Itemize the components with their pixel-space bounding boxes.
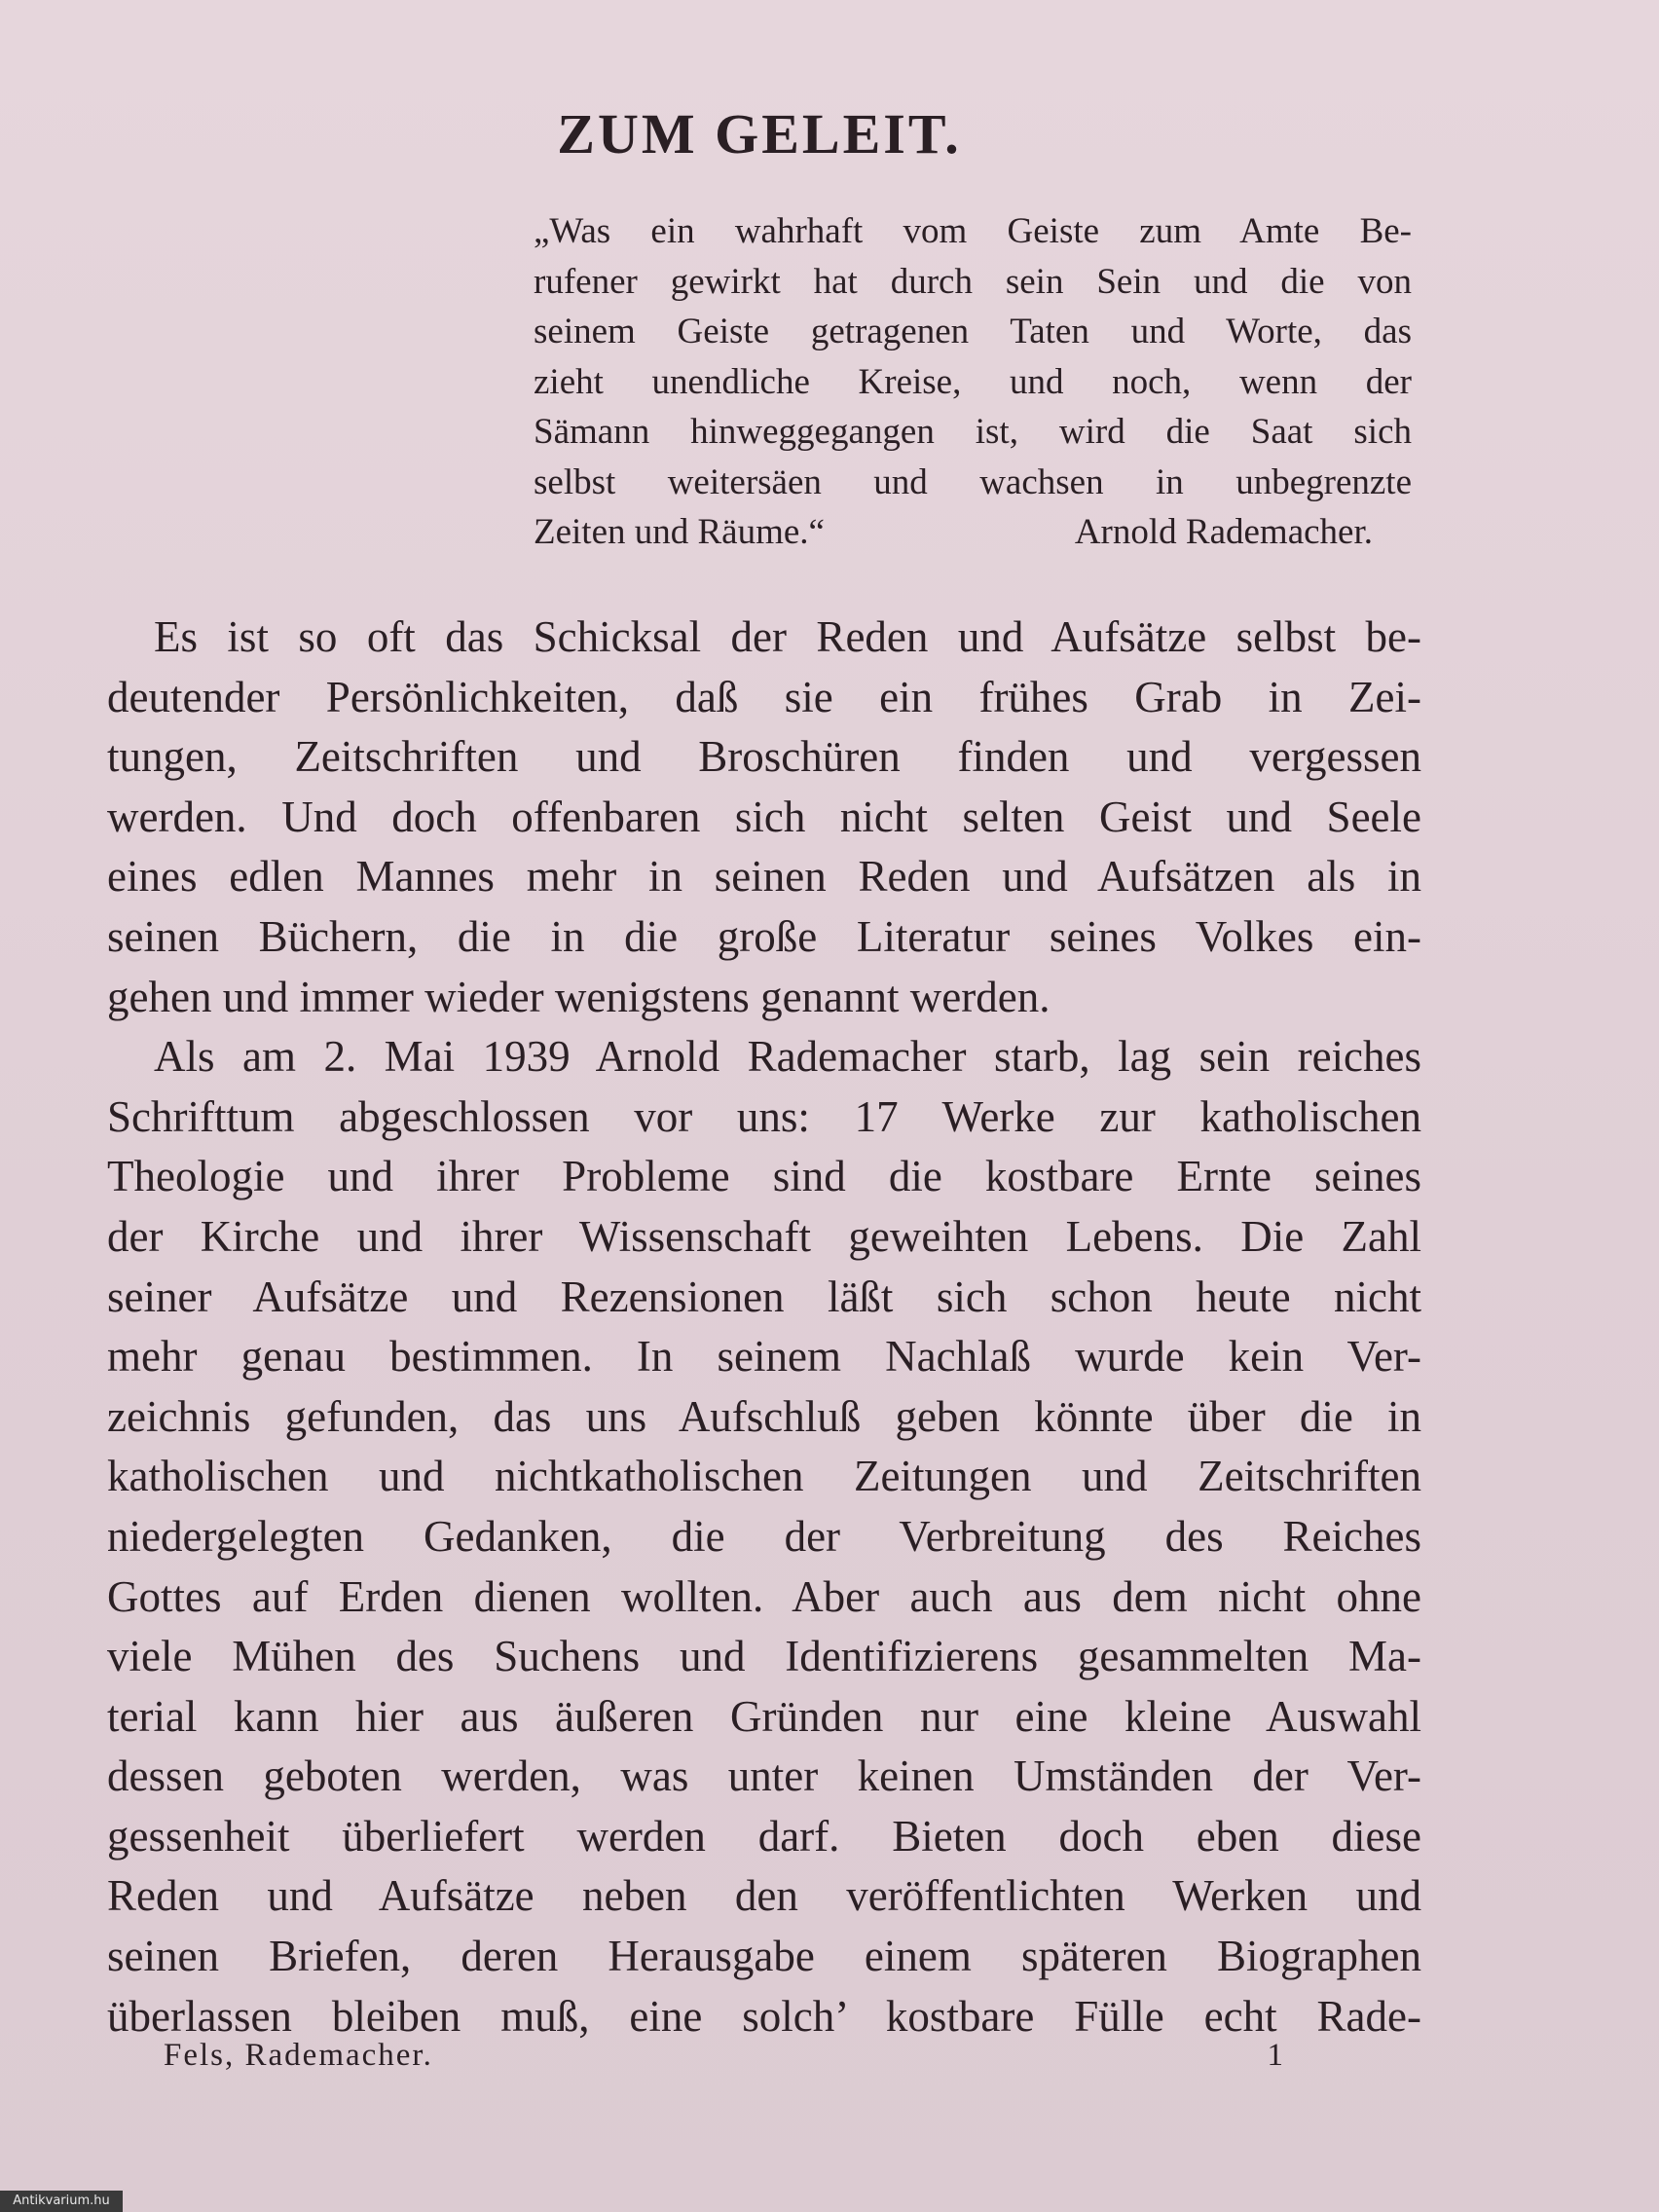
text-line: viele Mühen des Suchens und Identifizierens gesammelten Ma- [107,1632,1421,1681]
motto-last-line [534,507,1412,558]
motto-line: Zeiten und Räume.“ [534,512,825,552]
text-line: Als am 2. Mai 1939 Arnold Rademacher starb, lag sein reiches [154,1032,1421,1082]
text-line: zeichnis gefunden, das uns Aufschluß geben könnte über die in [107,1391,1421,1441]
text-line: niedergelegten Gedanken, die der Verbreitung des Reiches [107,1511,1421,1561]
text-line: mehr genau bestimmen. In seinem Nachlaß wurde kein Ver- [107,1332,1421,1382]
motto-quote [534,206,1412,558]
text-line: eines edlen Mannes mehr in seinen Reden und Aufsätzen als in [107,852,1421,902]
text-line: gessenheit überliefert werden darf. Bieten doch eben diese [107,1811,1421,1861]
motto-line: „Was ein wahrhaft vom Geiste zum Amte Be- [534,211,1412,251]
text-line: tungen, Zeitschriften und Broschüren finden und vergessen [107,732,1421,782]
text-line: werden. Und doch offenbaren sich nicht selten Geist und Seele [107,792,1421,841]
text-line: gehen und immer wieder wenigstens genannt werden. [107,972,1051,1021]
signature-mark: Fels, Rademacher. [164,2038,433,2073]
watermark-label: Antikvarium.hu [0,2191,123,2212]
text-line: terial kann hier aus äußeren Gründen nur eine kleine Auswahl [107,1691,1421,1741]
text-line: seinen Briefen, deren Herausgabe einem späteren Biographen [107,1932,1421,1981]
text-line: katholischen und nichtkatholischen Zeitungen und Zeitschriften [107,1452,1421,1501]
motto-line: selbst weitersäen und wachsen in unbegrenzte [534,461,1412,502]
text-line: deutender Persönlichkeiten, daß sie ein frühes Grab in Zei- [107,672,1421,721]
text-line: Es ist so oft das Schicksal der Reden und Aufsätze selbst be- [154,612,1421,661]
text-line: seiner Aufsätze und Rezensionen läßt sich schon heute nicht [107,1272,1421,1321]
paragraph [107,1027,1421,2046]
page-title: ZUM GELEIT. [557,102,962,166]
text-line: seinen Büchern, die in die große Literatur seines Volkes ein- [107,911,1421,961]
text-line: Theologie und ihrer Probleme sind die kostbare Ernte seines [107,1152,1421,1201]
text-line: der Kirche und ihrer Wissenschaft geweihten Lebens. Die Zahl [107,1211,1421,1261]
text-line: Schrifttum abgeschlossen vor uns: 17 Werke zur katholischen [107,1091,1421,1141]
body-text [107,608,1421,2046]
page-number: 1 [1267,2038,1283,2073]
motto-line: zieht unendliche Kreise, und noch, wenn der [534,361,1412,402]
text-line: überlassen bleiben muß, eine solch’ kostbare Fülle echt Rade- [107,1991,1421,2041]
paragraph [107,608,1421,1027]
text-line: Gottes auf Erden dienen wollten. Aber auch aus dem nicht ohne [107,1571,1421,1621]
motto-line: Sämann hinweggegangen ist, wird die Saat sich [534,412,1412,452]
motto-line: seinem Geiste getragenen Taten und Worte, das [534,312,1412,351]
motto-author: Arnold Rademacher. [1074,512,1373,552]
motto-line: rufener gewirkt hat durch sein Sein und die von [534,261,1412,302]
text-line: Reden und Aufsätze neben den veröffentlichten Werken und [107,1871,1421,1921]
text-line: dessen geboten werden, was unter keinen Umständen der Ver- [107,1751,1421,1801]
page-footer [164,2038,1283,2074]
